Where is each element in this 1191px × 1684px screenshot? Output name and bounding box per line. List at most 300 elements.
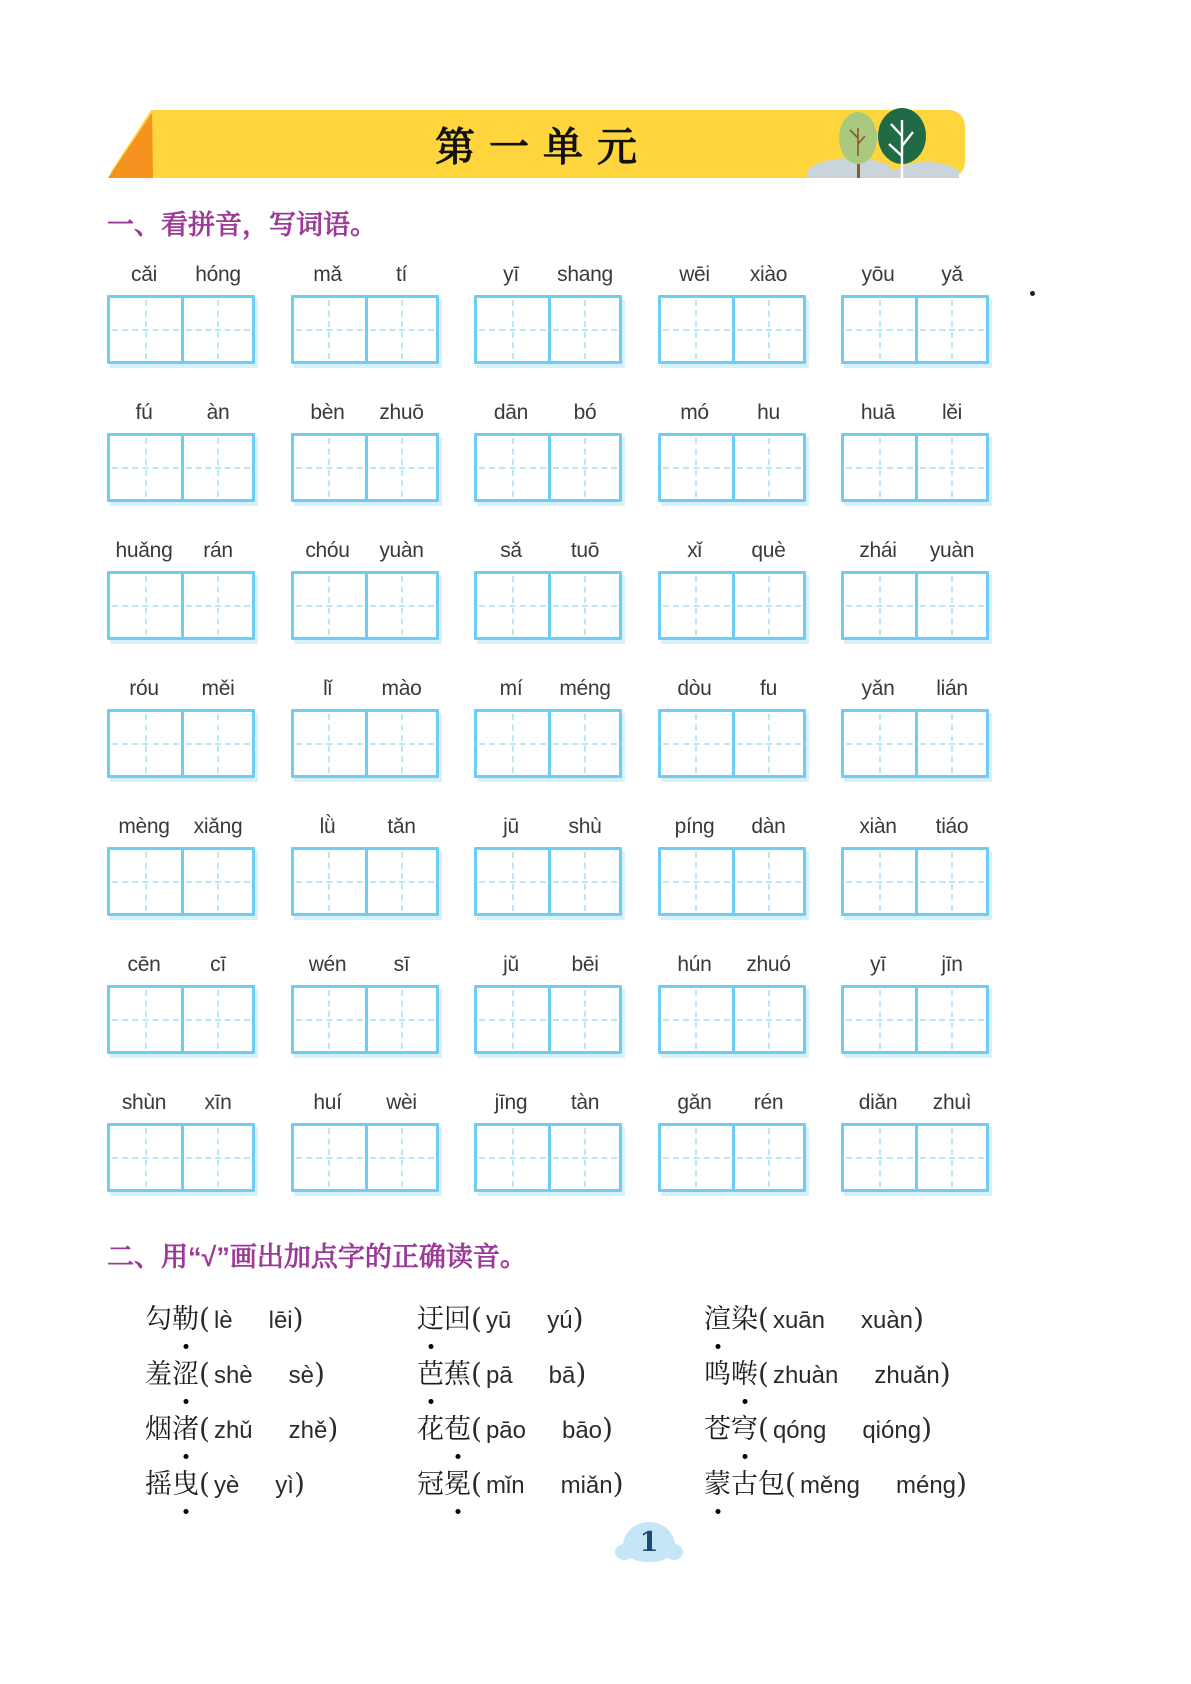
readings [199,1357,325,1390]
word-group [107,952,255,1054]
writing-boxes [107,709,255,778]
pinyin-syllable: sǎ [500,539,522,562]
word-group [658,538,806,640]
writing-cell[interactable] [181,298,252,361]
word-item [145,1357,417,1390]
section2-heading: 二、用“√”画出加点字的正确读音。 [107,1242,527,1272]
pinyin-syllable: dān [493,401,529,424]
pinyin-pair [291,262,439,288]
writing-boxes [291,985,439,1054]
pinyin-pair [107,262,255,288]
reading-option[interactable]: bā [548,1362,576,1389]
dotted-hanzi: 渚 [172,1414,199,1445]
writing-cell[interactable] [732,574,803,637]
pinyin-syllable: bó [573,401,597,424]
writing-cell[interactable] [181,850,252,913]
word-group [841,538,989,640]
pinyin-pair [107,1090,255,1116]
pinyin-syllable: chóu [305,539,350,562]
writing-boxes [841,433,989,502]
writing-boxes [841,1123,989,1192]
writing-cell[interactable] [732,1126,803,1189]
writing-cell[interactable] [548,436,619,499]
pinyin-pair [474,400,622,426]
close-paren: ) [602,1412,613,1445]
close-paren: ) [921,1412,932,1445]
writing-boxes [841,295,989,364]
writing-cell[interactable] [181,574,252,637]
pinyin-syllable: yuàn [929,539,975,562]
pinyin-syllable: dàn [751,815,786,838]
pinyin-syllable: tí [395,263,408,286]
pinyin-pair [474,1090,622,1116]
word-group [841,400,989,502]
dotted-hanzi: 啭 [731,1359,758,1390]
close-paren: ) [956,1467,967,1500]
readings [758,1302,924,1335]
reading-option[interactable]: xuàn [860,1307,914,1334]
hanzi-word [704,1415,758,1445]
reading-option[interactable]: sè [288,1362,314,1389]
writing-cell[interactable] [844,436,915,499]
hanzi-word [704,1305,758,1335]
reading-option[interactable]: shè [213,1362,253,1389]
close-paren: ) [293,1467,305,1500]
writing-cell[interactable] [181,988,252,1051]
reading-option[interactable]: qóng [772,1417,827,1444]
writing-cell[interactable] [110,298,181,361]
pinyin-grid-row [107,952,989,1054]
hanzi-word [145,1415,199,1445]
hanzi: 羞 [145,1359,172,1390]
reading-option[interactable]: xuān [772,1307,825,1334]
pinyin-pair [841,400,989,426]
pinyin-pair [291,676,439,702]
pinyin-syllable: hu [757,401,780,424]
writing-boxes [658,985,806,1054]
writing-cell[interactable] [661,1126,732,1189]
pinyin-pair [658,400,806,426]
writing-boxes [107,571,255,640]
writing-cell[interactable] [548,712,619,775]
writing-cell[interactable] [181,1126,252,1189]
writing-boxes [107,1123,255,1192]
writing-cell[interactable] [661,436,732,499]
readings [471,1412,613,1445]
writing-cell[interactable] [365,574,436,637]
word-group [107,538,255,640]
pinyin-syllable: méng [559,677,611,700]
writing-cell[interactable] [548,988,619,1051]
writing-cell[interactable] [110,436,181,499]
word-item [704,1302,924,1335]
reading-option[interactable]: qióng [862,1417,922,1444]
word-group [658,676,806,778]
writing-cell[interactable] [661,988,732,1051]
writing-cell[interactable] [365,850,436,913]
pinyin-syllable: hóng [195,263,241,286]
writing-cell[interactable] [181,436,252,499]
pinyin-syllable: zhuì [932,1091,972,1114]
writing-cell[interactable] [365,1126,436,1189]
writing-cell[interactable] [661,712,732,775]
pinyin-syllable: lián [936,677,968,700]
writing-cell[interactable] [732,712,803,775]
word-group [841,814,989,916]
word-group [107,676,255,778]
open-paren: ( [199,1357,210,1390]
pinyin-syllable: shùn [121,1091,167,1114]
writing-boxes [474,709,622,778]
readings [785,1467,967,1500]
reading-option[interactable]: lēi [268,1307,293,1334]
writing-cell[interactable] [661,298,732,361]
pinyin-syllable: róu [129,677,159,700]
writing-cell[interactable] [110,574,181,637]
hanzi: 染 [731,1304,758,1335]
pinyin-syllable: fú [135,401,153,424]
pinyin-syllable: cī [210,953,226,976]
writing-cell[interactable] [844,574,915,637]
writing-cell[interactable] [294,574,365,637]
writing-cell[interactable] [915,988,986,1051]
pinyin-grid-row [107,400,989,502]
writing-boxes [658,1123,806,1192]
pinyin-pair [107,814,255,840]
word-group [291,262,439,364]
hanzi: 勾 [145,1304,172,1335]
writing-cell[interactable] [477,712,548,775]
dotted-hanzi: 迂 [417,1304,444,1335]
reading-option[interactable]: miǎn [560,1472,613,1499]
word-item [704,1467,967,1500]
pinyin-syllable: tǎn [387,815,416,838]
open-paren: ( [199,1412,210,1445]
dotted-hanzi: 蒙 [704,1469,731,1500]
pronunciation-row [145,1467,1191,1500]
pinyin-pair [658,952,806,978]
writing-cell[interactable] [294,436,365,499]
writing-cell[interactable] [294,712,365,775]
word-group [291,400,439,502]
reading-option[interactable]: méng [895,1472,957,1499]
writing-boxes [474,847,622,916]
close-paren: ) [572,1302,584,1335]
word-group [474,538,622,640]
word-item [145,1412,417,1445]
reading-option[interactable]: lè [213,1307,233,1334]
open-paren: ( [758,1357,769,1390]
pronunciation-row [145,1412,1191,1445]
pinyin-syllable: yǎn [861,677,895,700]
readings [471,1467,624,1500]
writing-boxes [474,433,622,502]
pinyin-syllable: cǎi [131,263,157,286]
writing-cell[interactable] [548,1126,619,1189]
word-item [704,1412,932,1445]
pinyin-syllable: wèi [386,1091,417,1114]
pronunciation-row [145,1357,1191,1390]
writing-cell[interactable] [844,1126,915,1189]
dotted-hanzi: 穹 [731,1414,758,1445]
pinyin-syllable: dòu [677,677,712,700]
pinyin-syllable: jǔ [503,953,519,976]
writing-cell[interactable] [732,988,803,1051]
pinyin-syllable: mó [680,401,709,424]
hanzi: 花 [417,1414,444,1445]
hanzi-word [145,1470,199,1500]
writing-cell[interactable] [110,988,181,1051]
close-paren: ) [292,1302,304,1335]
hanzi-word [704,1470,785,1500]
writing-cell[interactable] [365,712,436,775]
pinyin-pair [291,814,439,840]
word-item [145,1302,417,1335]
readings [471,1302,584,1335]
reading-option[interactable]: zhuǎn [874,1362,940,1389]
writing-cell[interactable] [844,298,915,361]
pinyin-pair [291,952,439,978]
writing-boxes [658,847,806,916]
section1-heading: 一、看拼音，写词语。 [107,210,377,240]
pinyin-pair [841,952,989,978]
writing-boxes [658,709,806,778]
dotted-hanzi: 涩 [172,1359,199,1390]
hanzi: 烟 [145,1414,172,1445]
writing-cell[interactable] [181,712,252,775]
hanzi-word [417,1360,471,1390]
word-group [841,952,989,1054]
pinyin-pair [474,814,622,840]
reading-option[interactable]: zhě [288,1417,328,1444]
page-number-badge [623,1522,675,1562]
writing-cell[interactable] [477,298,548,361]
hanzi: 鸣 [704,1359,731,1390]
word-group [291,814,439,916]
close-paren: ) [327,1412,339,1445]
pinyin-pair [474,952,622,978]
pinyin-syllable: xiào [749,263,788,286]
word-group [291,1090,439,1192]
writing-cell[interactable] [477,574,548,637]
writing-boxes [107,295,255,364]
hanzi-word [417,1305,471,1335]
word-group [291,538,439,640]
writing-boxes [107,985,255,1054]
pinyin-syllable: shù [568,815,602,838]
writing-boxes [841,709,989,778]
pinyin-syllable: tuō [570,539,600,562]
pinyin-syllable: yǎ [941,263,963,286]
hanzi: 苍 [704,1414,731,1445]
reading-option[interactable]: zhuàn [772,1362,839,1389]
word-group [107,814,255,916]
pinyin-syllable: mí [499,677,523,700]
writing-cell[interactable] [915,298,986,361]
word-group [291,676,439,778]
reading-option[interactable]: yū [485,1307,512,1334]
section2-items [145,1302,1191,1500]
hanzi: 古包 [731,1469,785,1500]
reading-option[interactable]: pā [485,1362,513,1389]
pinyin-pair [841,1090,989,1116]
dotted-hanzi: 勒 [172,1304,199,1335]
reading-option[interactable]: bāo [561,1417,603,1444]
pinyin-syllable: huí [313,1091,342,1114]
pinyin-syllable: jū [503,815,519,838]
pinyin-syllable: rán [203,539,233,562]
pinyin-syllable: tàn [570,1091,600,1114]
writing-cell[interactable] [294,298,365,361]
pinyin-syllable: yuàn [379,539,424,562]
pinyin-pair [658,1090,806,1116]
writing-cell[interactable] [732,436,803,499]
writing-cell[interactable] [844,988,915,1051]
writing-boxes [841,847,989,916]
word-group [474,400,622,502]
pinyin-syllable: xiǎng [193,815,243,838]
word-group [841,1090,989,1192]
writing-cell[interactable] [661,574,732,637]
writing-boxes [291,295,439,364]
reading-option[interactable]: yú [547,1307,573,1334]
writing-cell[interactable] [294,850,365,913]
pinyin-pair [658,676,806,702]
writing-cell[interactable] [365,988,436,1051]
reading-option[interactable]: zhǔ [213,1417,253,1444]
pinyin-pair [841,676,989,702]
readings [199,1302,304,1335]
dotted-hanzi: 芭 [417,1359,444,1390]
writing-boxes [658,433,806,502]
writing-cell[interactable] [844,712,915,775]
writing-cell[interactable] [844,850,915,913]
pinyin-syllable: gǎn [677,1091,712,1114]
writing-cell[interactable] [548,574,619,637]
writing-boxes [291,847,439,916]
pinyin-syllable: yī [503,263,519,286]
dotted-hanzi: 冕 [444,1469,471,1500]
writing-cell[interactable] [365,436,436,499]
writing-cell[interactable] [915,436,986,499]
pinyin-grid-row [107,538,989,640]
writing-cell[interactable] [915,712,986,775]
pinyin-syllable: diǎn [858,1091,898,1114]
writing-cell[interactable] [110,850,181,913]
hanzi-word [704,1360,758,1390]
reading-option[interactable]: pāo [485,1417,526,1444]
dotted-hanzi: 苞 [444,1414,471,1445]
writing-cell[interactable] [548,850,619,913]
writing-cell[interactable] [110,1126,181,1189]
pinyin-syllable: zhái [859,539,897,562]
pinyin-pair [291,400,439,426]
pinyin-syllable: xǐ [687,539,702,562]
pinyin-syllable: mào [381,677,422,700]
pinyin-pair [107,400,255,426]
page-number: 1 [639,1526,659,1558]
writing-cell[interactable] [294,1126,365,1189]
pinyin-pair [107,538,255,564]
writing-cell[interactable] [110,712,181,775]
word-group [658,814,806,916]
writing-cell[interactable] [294,988,365,1051]
writing-cell[interactable] [661,850,732,913]
writing-cell[interactable] [548,298,619,361]
word-group [658,1090,806,1192]
pinyin-syllable: fu [760,677,777,700]
pinyin-pair [841,814,989,840]
pinyin-syllable: wēi [679,263,710,286]
writing-cell[interactable] [477,436,548,499]
open-paren: ( [471,1467,482,1500]
writing-boxes [841,571,989,640]
hanzi-word [417,1415,471,1445]
word-item [417,1412,704,1445]
pinyin-syllable: yī [870,953,886,976]
pinyin-pair [107,676,255,702]
pinyin-grid-row [107,814,989,916]
pinyin-syllable: píng [674,815,715,838]
writing-cell[interactable] [915,1126,986,1189]
pinyin-syllable: jīn [941,953,963,976]
dotted-hanzi: 渲 [704,1304,731,1335]
pinyin-syllable: àn [206,401,230,424]
writing-cell[interactable] [732,850,803,913]
pinyin-syllable: lǐ [323,677,332,700]
hanzi: 蕉 [444,1359,471,1390]
pinyin-syllable: sī [393,953,410,976]
pinyin-syllable: què [751,539,786,562]
word-group [474,1090,622,1192]
close-paren: ) [612,1467,624,1500]
hanzi: 摇 [145,1469,172,1500]
writing-boxes [291,433,439,502]
writing-cell[interactable] [477,1126,548,1189]
pinyin-syllable: yōu [861,263,895,286]
writing-boxes [474,295,622,364]
writing-cell[interactable] [477,850,548,913]
pinyin-grid [107,262,989,1192]
writing-cell[interactable] [365,298,436,361]
readings [758,1357,951,1390]
writing-boxes [658,295,806,364]
writing-cell[interactable] [732,298,803,361]
writing-cell[interactable] [915,850,986,913]
reading-option[interactable]: měng [799,1472,860,1499]
writing-cell[interactable] [477,988,548,1051]
writing-boxes [107,433,255,502]
writing-cell[interactable] [915,574,986,637]
word-group [658,400,806,502]
readings [471,1357,586,1390]
readings [199,1467,305,1500]
pinyin-syllable: huǎng [115,539,173,562]
reading-option[interactable]: yì [275,1472,294,1499]
pinyin-grid-row [107,262,989,364]
dotted-hanzi: 曳 [172,1469,199,1500]
hanzi-word [145,1360,199,1390]
pinyin-syllable: rén [753,1091,784,1114]
pinyin-pair [658,814,806,840]
open-paren: ( [758,1412,769,1445]
close-paren: ) [314,1357,325,1390]
pinyin-pair [841,262,989,288]
reading-option[interactable]: mǐn [485,1472,525,1499]
pinyin-syllable: tiáo [935,815,969,838]
close-paren: ) [575,1357,587,1390]
reading-option[interactable]: yè [213,1472,240,1499]
